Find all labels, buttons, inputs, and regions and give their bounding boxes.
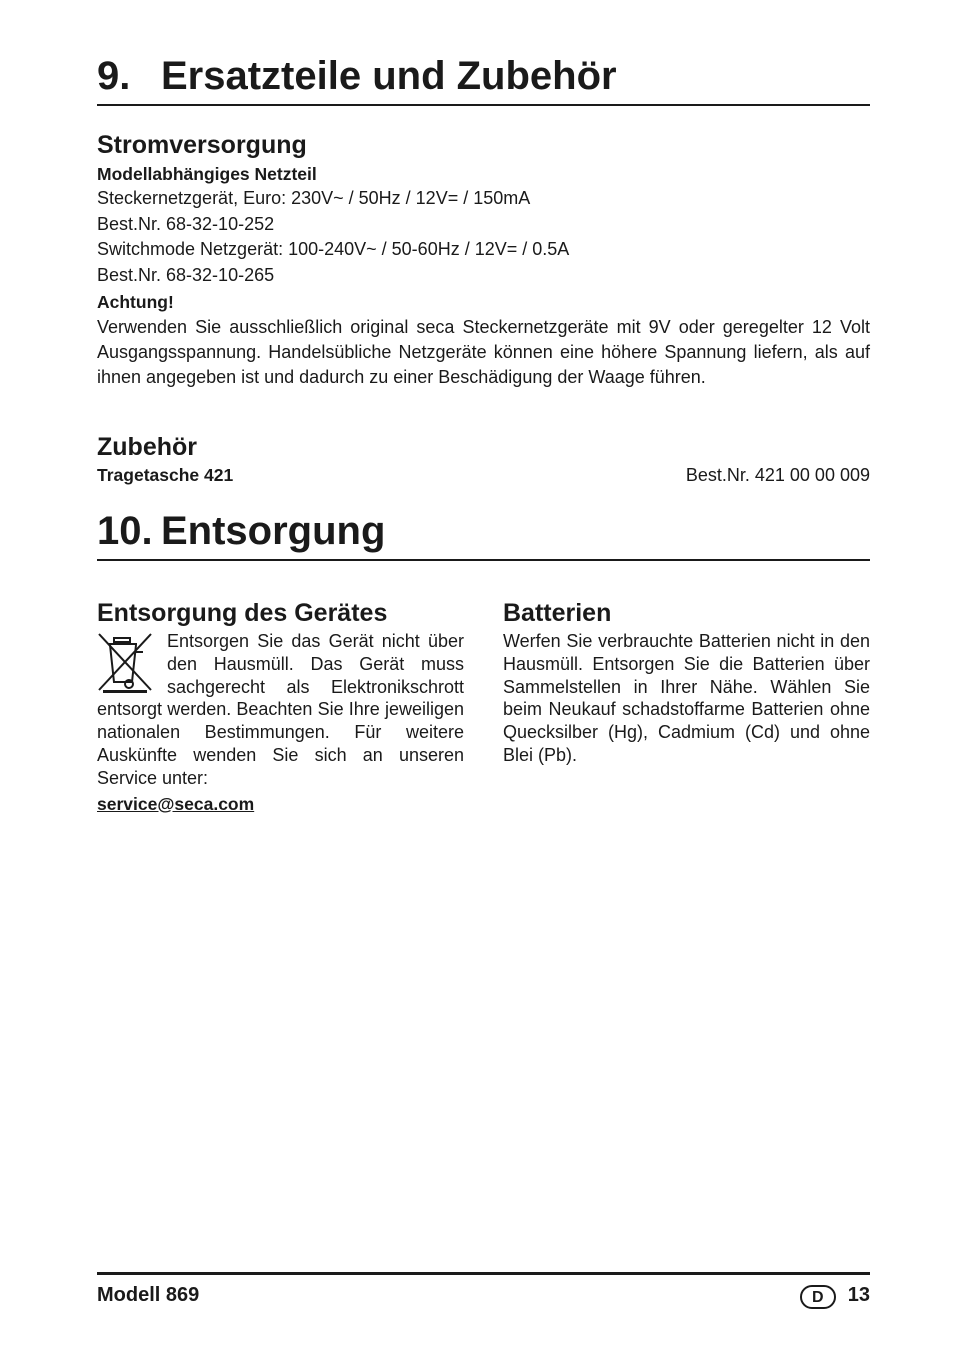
accessories-heading: Zubehör	[97, 433, 197, 461]
battery-disposal-column	[503, 598, 870, 816]
disposal-columns	[97, 598, 870, 816]
page-number: 13	[847, 1283, 870, 1306]
section-9-number: 9.	[97, 54, 131, 98]
language-badge: D	[800, 1285, 836, 1309]
page-footer	[97, 1272, 870, 1309]
device-disposal-heading: Entsorgung des Gerätes	[97, 599, 388, 627]
warning-heading: Achtung!	[97, 292, 174, 312]
section-9-rule	[97, 104, 870, 106]
section-10-number: 10.	[97, 509, 153, 553]
service-email-link[interactable]: service@seca.com	[97, 793, 255, 814]
section-9-heading	[97, 53, 617, 99]
footer-rule	[97, 1272, 870, 1275]
device-disposal-text: Entsorgen Sie das Gerät nicht über den Hausmüll. Das Gerät muss sachgerecht als Elektronikschrott entsorgt werden. Beachten Sie Ihre jeweiligen nationalen Bestimmungen. Für weitere Auskünfte wenden Sie sich an unseren Service unter:	[97, 631, 464, 788]
section-10-heading	[97, 508, 385, 554]
warning-text: Verwenden Sie ausschließlich original seca Steckernetzgeräte mit 9V oder geregelter 12 Volt Ausgangsspannung. Handelsübliche Netzgeräte können eine höhere Spannung liefern, als auf ihnen angegeben ist und dadurch zu einer Beschädigung der Waage führen.	[97, 317, 870, 387]
section-10-rule	[97, 559, 870, 561]
adapter-line-3: Switchmode Netzgerät: 100-240V~ / 50-60Hz / 12V= / 0.5A	[97, 239, 570, 259]
adapter-line-1: Steckernetzgerät, Euro: 230V~ / 50Hz / 12V= / 150mA	[97, 188, 531, 208]
adapter-subheading: Modellabhängiges Netzteil	[97, 164, 317, 184]
batteries-heading: Batterien	[503, 599, 612, 627]
accessories-block	[97, 432, 870, 487]
power-supply-block	[97, 130, 870, 389]
page-indicator	[800, 1281, 870, 1309]
adapter-line-2: Best.Nr. 68-32-10-252	[97, 213, 275, 234]
model-name: Modell 869	[97, 1283, 200, 1306]
section-10-title: Entsorgung	[161, 509, 386, 553]
accessory-order-number: Best.Nr. 421 00 00 009	[685, 465, 870, 485]
crossed-out-wheelie-bin-icon	[97, 632, 153, 694]
accessory-name: Tragetasche 421	[97, 465, 234, 485]
footer-bar	[97, 1281, 870, 1309]
accessory-row	[97, 463, 870, 487]
batteries-text: Werfen Sie verbrauchte Batterien nicht in den Hausmüll. Entsorgen Sie die Batterien über Sammelstellen in Ihrer Nähe. Wählen Sie beim Neukauf schadstoffarme Batterien ohne Quecksilber (Hg), Cadmium (Cd) und ohne Blei (Pb).	[503, 631, 870, 765]
power-supply-heading: Stromversorgung	[97, 131, 307, 159]
section-9-title: Ersatzteile und Zubehör	[161, 54, 617, 98]
device-disposal-column	[97, 598, 464, 816]
adapter-line-4: Best.Nr. 68-32-10-265	[97, 264, 275, 285]
